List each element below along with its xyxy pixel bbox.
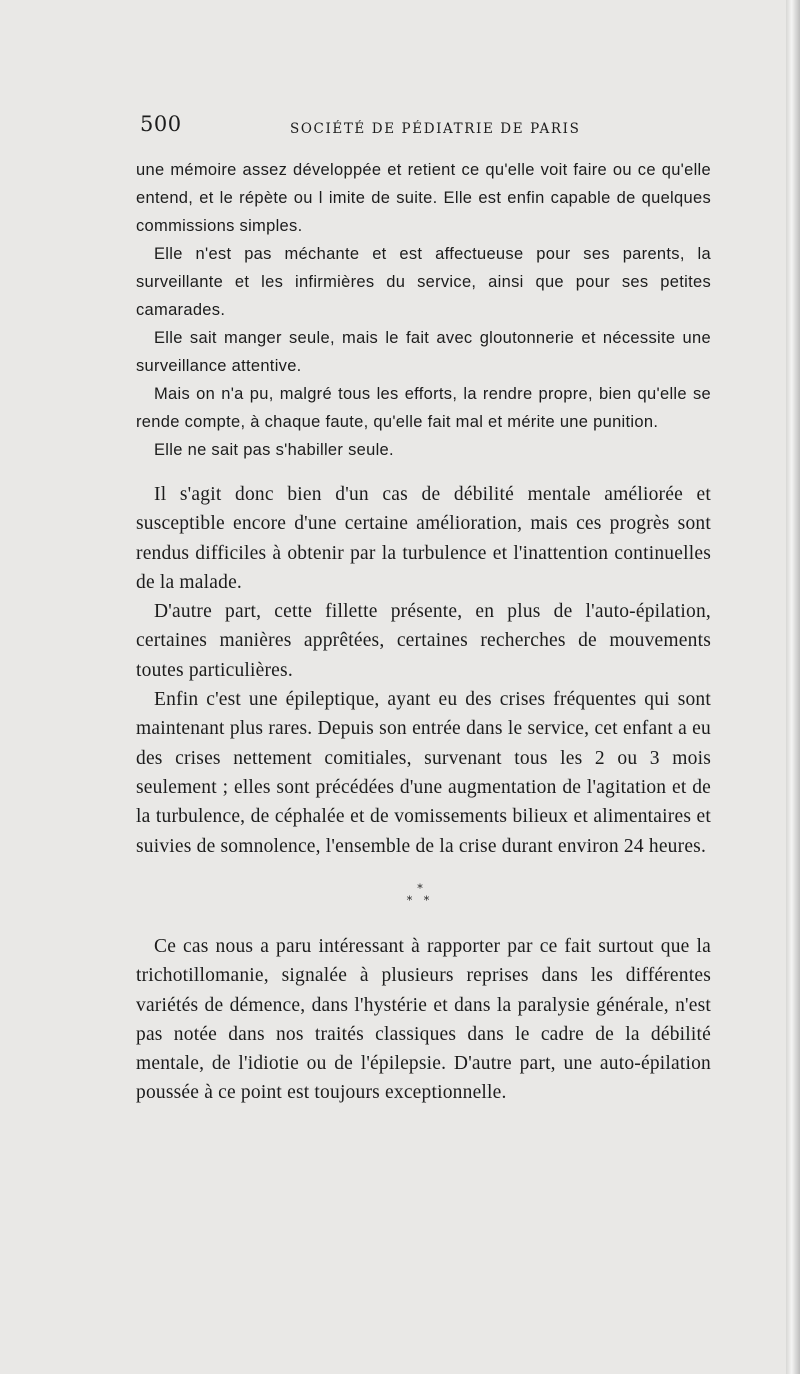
paragraph: Elle ne sait pas s'habiller seule. <box>154 441 394 459</box>
page-header <box>140 112 700 142</box>
paragraph: Elle sait manger seule, mais le fait avec gloutonnerie et nécessite une surveillance attentive. <box>136 329 711 375</box>
section-separator-asterisks <box>385 883 455 907</box>
paragraph: D'autre part, cette fillette présente, en plus de l'auto-épilation, certaines manières apprêtées, certaines recherches de mouvements toutes particulières. <box>136 601 711 681</box>
page-edge-shadow <box>786 0 800 1374</box>
asterisk-bottom: * * <box>406 894 434 907</box>
paragraph: une mémoire assez développée et retient ce qu'elle voit faire ou ce qu'elle entend, et le répète ou l imite de suite. Elle est enfin capable de quelques commissions simples. <box>136 161 711 235</box>
paragraph: Mais on n'a pu, malgré tous les efforts, la rendre propre, bien qu'elle se rende compte, à chaque faute, qu'elle fait mal et mérite une punition. <box>136 385 711 431</box>
case-description-text <box>136 156 711 464</box>
page-number: 500 <box>140 112 182 136</box>
conclusion-text <box>136 932 711 1108</box>
paragraph: Ce cas nous a paru intéressant à rapporter par ce fait surtout que la trichotillomanie, signalée à plusieurs reprises dans les différentes variétés de démence, dans l'hystérie et dans la paralysie générale, n'est pas notée dans nos traités classiques dans le cadre de la débilité mentale, de l'idiotie ou de l'épilepsie. D'autre part, une auto-épilation poussée à ce point est toujours exceptionnelle. <box>136 936 711 1104</box>
paragraph: Il s'agit donc bien d'un cas de débilité mentale améliorée et susceptible encore d'une certaine amélioration, mais ces progrès sont rendus difficiles à obtenir par la turbulence et l'inattention continuelles de la malade. <box>136 484 711 593</box>
paragraph: Enfin c'est une épileptique, ayant eu des crises fréquentes qui sont maintenant plus rares. Depuis son entrée dans le service, cet enfant a eu des crises nettement comitiales, survenant tous les 2 ou 3 mois seulement ; elles sont précédées d'une augmentation de l'agitation et de la turbulence, de céphalée et de vomissements bilieux et alimentaires et suivies de somnolence, l'ensemble de la crise durant environ 24 heures. <box>136 689 711 857</box>
running-title: SOCIÉTÉ DE PÉDIATRIE DE PARIS <box>290 121 581 137</box>
asterisk-top: * <box>417 882 423 895</box>
case-discussion-text <box>136 480 711 861</box>
paragraph: Elle n'est pas méchante et est affectueuse pour ses parents, la surveillante et les infirmières du service, ainsi que pour ses petites camarades. <box>136 245 711 319</box>
